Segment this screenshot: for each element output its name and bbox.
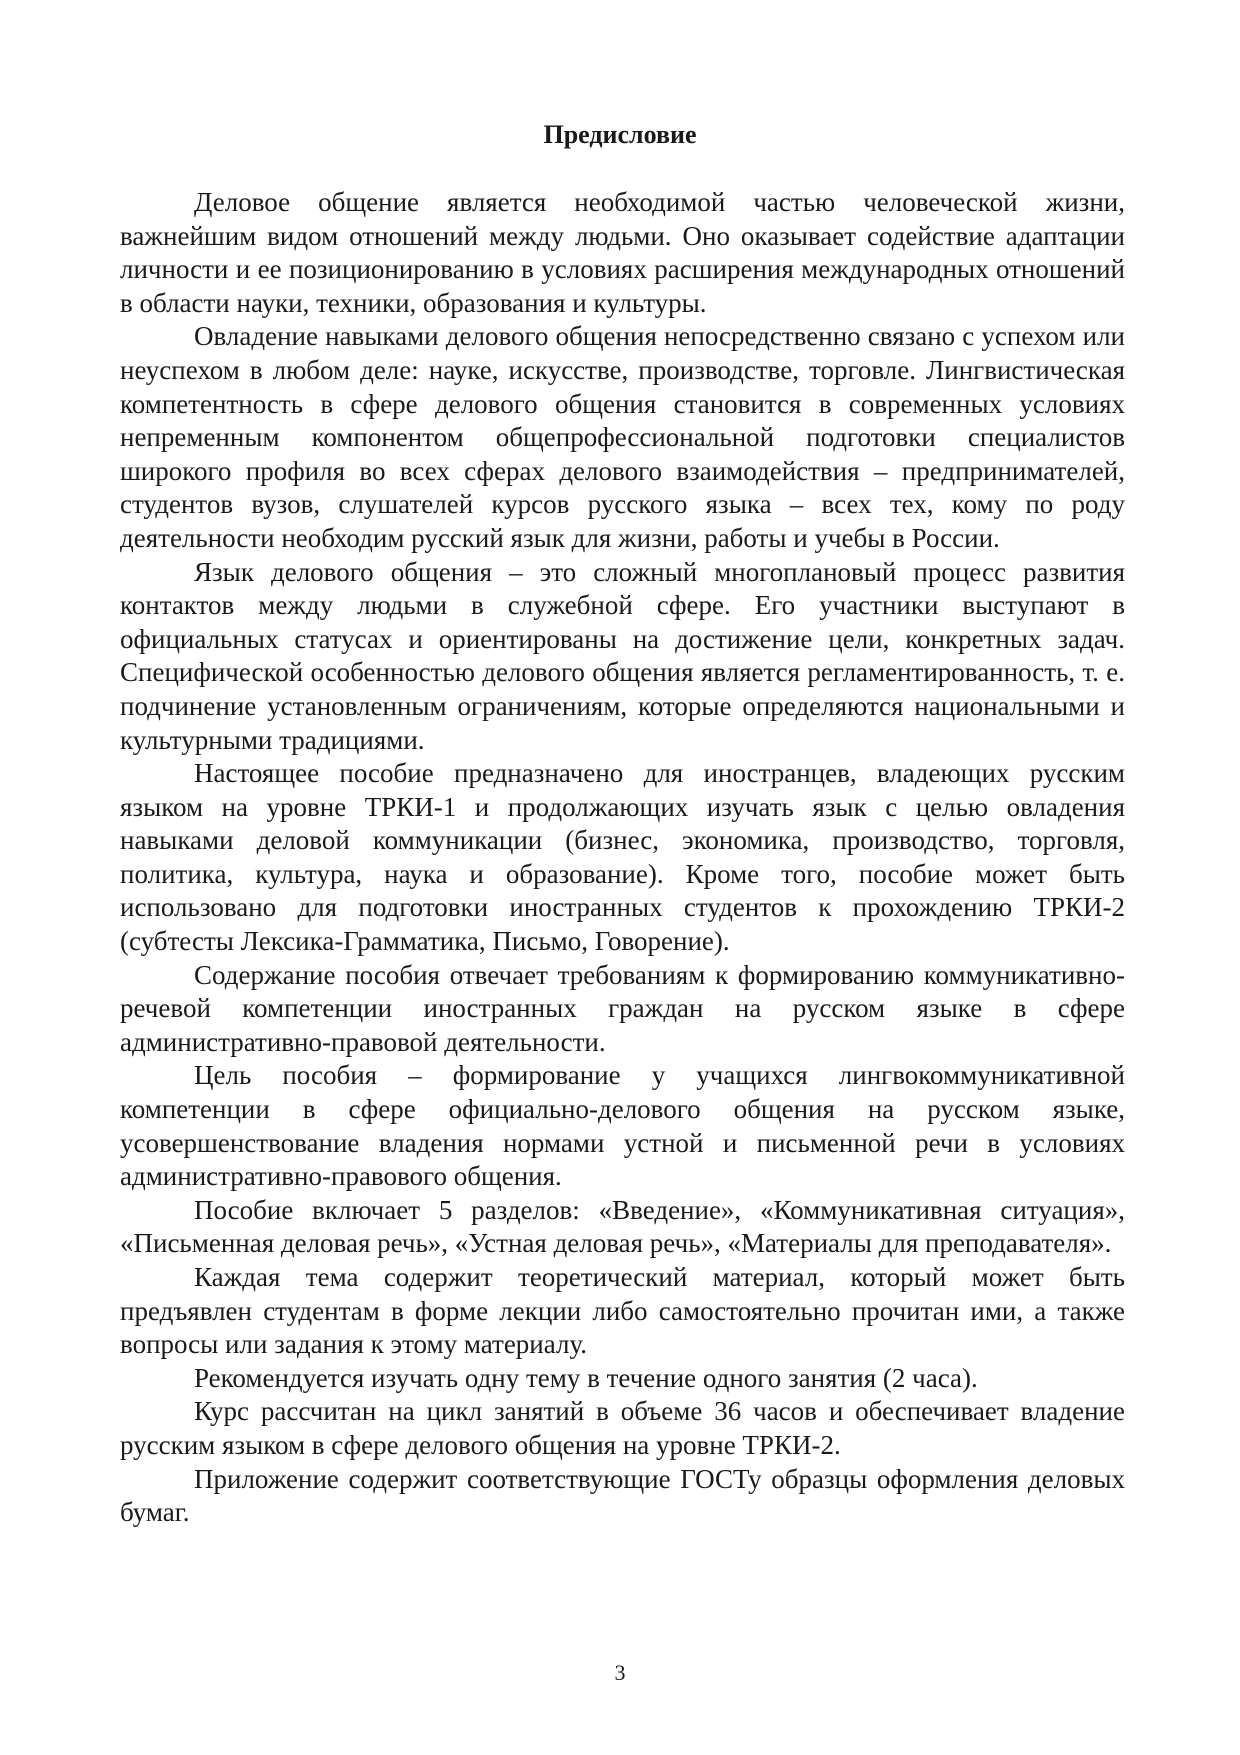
paragraph: Содержание пособия отвечает требованиям к формированию коммуникативно-речевой компетенции иностранных граждан на русском языке в сфере административно-правовой деятельности. [120, 959, 1125, 1057]
paragraph: Каждая тема содержит теоретический материал, который может быть предъявлен студентам в форме лекции либо самостоятельно прочитан ими, а также вопросы или задания к этому материалу. [120, 1262, 1125, 1360]
document-body [120, 186, 1125, 1530]
paragraph: Цель пособия – формирование у учащихся лингвокоммуникативной компетенции в сфере официально-делового общения на русском языке, усовершенствование владения нормами устной и письменной речи в условиях административно-правового общения. [120, 1060, 1125, 1192]
paragraph: Рекомендуется изучать одну тему в течение одного занятия (2 часа). [194, 1362, 978, 1393]
paragraph: Приложение содержит соответствующие ГОСТу образцы оформления деловых бумаг. [120, 1463, 1125, 1528]
paragraph: Овладение навыками делового общения непосредственно связано с успехом или неуспехом в любом деле: науке, искусстве, производстве, торговле. Лингвистическая компетентность в сфере делового общения становится в современных условиях непременным компонентом общепрофессиональной подготовки специалистов широкого профиля во всех сферах делового взаимодействия – предпринимателей, студентов вузов, слушателей курсов русского языка – всех тех, кому по роду деятельности необходим русский язык для жизни, работы и учебы в России. [120, 321, 1125, 553]
page-title: Предисловие [543, 120, 697, 149]
paragraph: Пособие включает 5 разделов: «Введение», «Коммуникативная ситуация», «Письменная деловая речь», «Устная деловая речь», «Материалы для преподавателя». [120, 1194, 1125, 1259]
paragraph: Язык делового общения – это сложный многоплановый процесс развития контактов между людьми в служебной сфере. Его участники выступают в официальных статусах и ориентированы на достижение цели, конкретных задач. Специфической особенностью делового общения является регламентированность, т. е. подчинение установленным ограничениям, которые определяются национальными и культурными традициями. [120, 556, 1125, 755]
paragraph: Деловое общение является необходимой частью человеческой жизни, важнейшим видом отношений между людьми. Оно оказывает содействие адаптации личности и ее позиционированию в условиях расширения международных отношений в области науки, техники, образования и культуры. [120, 187, 1125, 318]
page-number: 3 [614, 1660, 626, 1685]
paragraph: Курс рассчитан на цикл занятий в объеме 36 часов и обеспечивает владение русским языком в сфере делового общения на уровне ТРКИ-2. [120, 1396, 1125, 1460]
paragraph: Настоящее пособие предназначено для иностранцев, владеющих русским языком на уровне ТРКИ-1 и продолжающих изучать язык с целью овладения навыками деловой коммуникации (бизнес, экономика, производство, торговля, политика, культура, наука и образование). Кроме того, пособие может быть использовано для подготовки иностранных студентов к прохождению ТРКИ-2 (субтесты Лексика-Грамматика, Письмо, Говорение). [120, 758, 1125, 957]
